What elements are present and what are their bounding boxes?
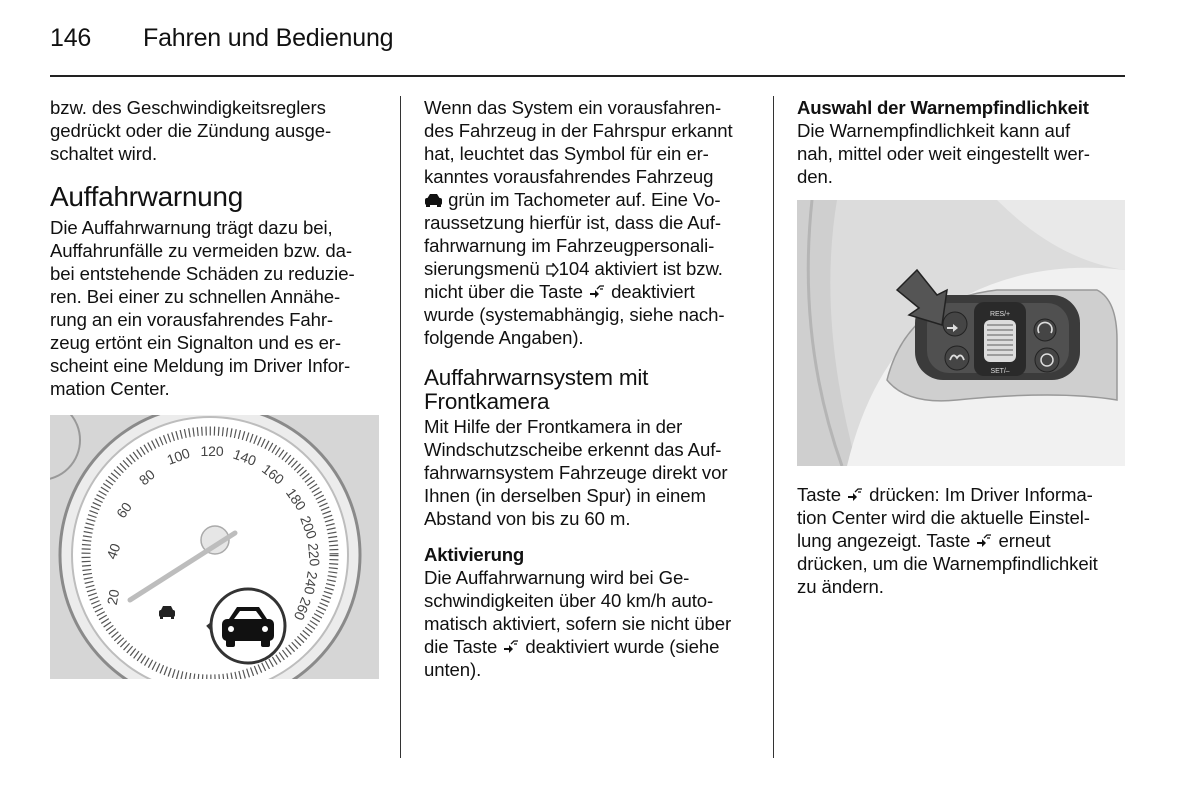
svg-text:260: 260 bbox=[290, 595, 315, 623]
column-3 bbox=[797, 96, 1127, 598]
column-1 bbox=[50, 96, 385, 679]
page-header bbox=[50, 24, 393, 53]
thumbwheel bbox=[984, 320, 1016, 362]
speedometer-figure bbox=[50, 415, 379, 679]
column-2 bbox=[424, 96, 764, 681]
column-divider-2 bbox=[773, 96, 774, 758]
column-divider-1 bbox=[400, 96, 401, 758]
svg-text:20: 20 bbox=[103, 588, 123, 607]
collision-alert-button-icon bbox=[588, 284, 606, 300]
svg-text:160: 160 bbox=[259, 460, 288, 488]
taste-text: Taste drücken: Im Driver Informa- tion Center wird die aktuelle Einstel- lung angezeigt. Taste erneut drücken, um die Warnempfindlichkeit zu ändern. bbox=[797, 484, 1098, 597]
collision-alert-button-icon bbox=[846, 487, 864, 503]
heading-aktivierung: Aktivierung bbox=[424, 544, 525, 565]
page-reference-arrow-icon bbox=[545, 263, 559, 277]
collision-alert-button-icon bbox=[975, 533, 993, 549]
detection-text: Wenn das System ein vorausfahren- des Fahrzeug in der Fahrspur erkannt hat, leuchtet das Symbol für ein er- kanntes vorausfahrendes Fahrzeug grün im Tachometer auf. Eine Vo- raussetzung hierfür ist, dass die Auf- fahrwarnung im Fahrzeugpersonali- sierungsmenü 104 aktiviert ist bzw. nicht über die Taste deaktiviert wurde (systemabhängig, siehe nach- folgende Angaben). bbox=[424, 97, 733, 348]
svg-text:60: 60 bbox=[112, 499, 135, 522]
heading-frontkamera: Auffahrwarnsystem mit Frontkamera bbox=[424, 365, 649, 414]
svg-text:120: 120 bbox=[200, 443, 224, 459]
auffahrwarnung-text: Die Auffahrwarnung trägt dazu bei, Auffahrunfälle zu vermeiden bzw. da- bei entstehende Schäden zu reduzie- ren. Bei einer zu schnellen Annähe- rung an ein vorausfahrendes Fahr- zeug ertönt ein Signalton und es er- scheint eine Meldung im Driver Infor- mation Center. bbox=[50, 217, 355, 399]
svg-text:80: 80 bbox=[135, 466, 158, 489]
svg-text:180: 180 bbox=[282, 485, 310, 514]
steering-wheel-illustration bbox=[797, 200, 1125, 466]
warnempfindlichkeit-text: Die Warnempfindlichkeit kann auf nah, mittel oder weit eingestellt wer- den. bbox=[797, 120, 1090, 187]
svg-text:40: 40 bbox=[103, 541, 124, 562]
frontkamera-text: Mit Hilfe der Frontkamera in der Windschutzscheibe erkennt das Auf- fahrwarnsystem Fahrzeuge direkt vor Ihnen (in derselben Spur) in einem Abstand von bis zu 60 m. bbox=[424, 416, 728, 529]
aktivierung-text: Die Auffahrwarnung wird bei Ge- schwindigkeiten über 40 km/h auto- matisch aktiviert, sofern sie nicht über die Taste deaktiviert wurde (siehe unten). bbox=[424, 567, 732, 680]
svg-text:220: 220 bbox=[305, 542, 323, 567]
header-rule bbox=[50, 75, 1125, 77]
set-label: SET/– bbox=[990, 368, 1010, 375]
speedometer-illustration bbox=[50, 415, 379, 679]
section-title: Fahren und Bedienung bbox=[143, 24, 394, 52]
svg-text:240: 240 bbox=[301, 570, 321, 596]
heading-auffahrwarnung: Auffahrwarnung bbox=[50, 181, 243, 212]
page-number: 146 bbox=[50, 24, 92, 52]
svg-text:200: 200 bbox=[297, 513, 321, 541]
svg-text:100: 100 bbox=[164, 444, 192, 468]
heading-warnempfindlichkeit: Auswahl der Warnempfindlichkeit bbox=[797, 97, 1089, 118]
steering-wheel-figure bbox=[797, 200, 1125, 466]
intro-text: bzw. des Geschwindigkeitsreglers gedrückt oder die Zündung ausge- schaltet wird. bbox=[50, 97, 332, 164]
collision-alert-button-icon bbox=[502, 639, 520, 655]
vehicle-ahead-icon bbox=[424, 192, 443, 208]
res-label: RES/+ bbox=[990, 311, 1010, 318]
svg-text:140: 140 bbox=[231, 445, 259, 469]
callout-car-icon bbox=[208, 589, 285, 663]
